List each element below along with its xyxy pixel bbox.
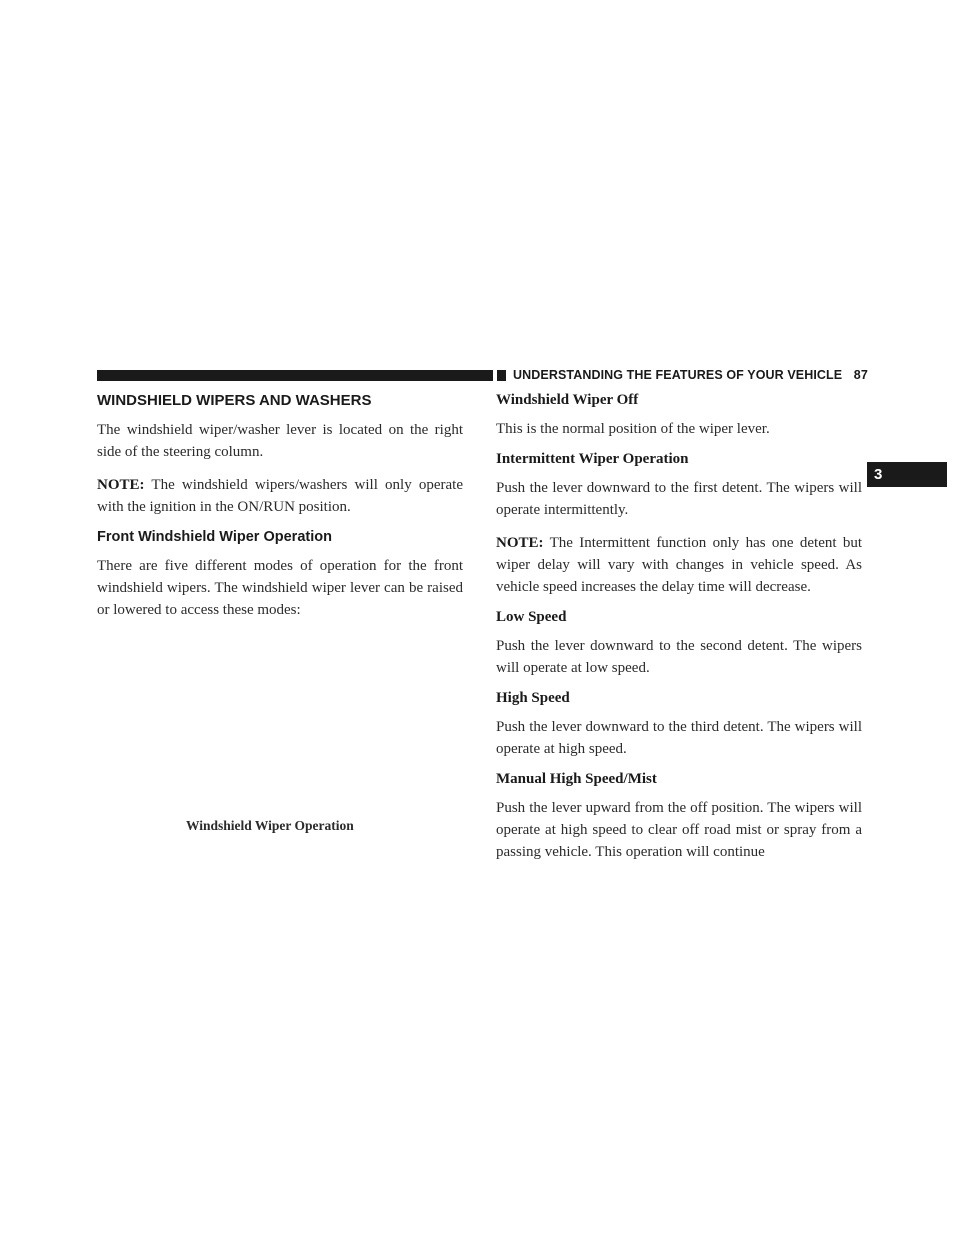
note-label: NOTE: <box>496 535 544 551</box>
low-speed-text: Push the lever downward to the second detent. The wipers will operate at low speed. <box>496 638 862 676</box>
running-head <box>513 368 868 382</box>
intermittent-text: Push the lever downward to the first detent. The wipers will operate intermittently. <box>496 480 862 518</box>
high-speed-title: High Speed <box>496 690 570 706</box>
intro-paragraph: The windshield wiper/washer lever is located on the right side of the steering column. <box>97 422 463 460</box>
mist-title: Manual High Speed/Mist <box>496 771 657 787</box>
low-speed-title: Low Speed <box>496 609 567 625</box>
note-label: NOTE: <box>97 477 145 493</box>
note-text: The Intermittent function only has one detent but wiper delay will vary with changes in vehicle speed. As vehicle speed increases the delay time will decrease. <box>496 535 862 595</box>
wiper-off-title: Windshield Wiper Off <box>496 392 639 408</box>
header-rule <box>97 370 493 381</box>
note-text: The windshield wipers/washers will only operate with the ignition in the ON/RUN position. <box>97 477 464 515</box>
left-column <box>97 392 463 632</box>
high-speed-text: Push the lever downward to the third detent. The wipers will operate at high speed. <box>496 719 862 757</box>
modes-paragraph: There are five different modes of operation for the front windshield wipers. The windshield wiper lever can be raised or lowered to access these modes: <box>97 558 463 618</box>
running-head-title: UNDERSTANDING THE FEATURES OF YOUR VEHICLE <box>513 368 843 382</box>
header-rule-marker <box>497 370 506 381</box>
page-number: 87 <box>853 368 868 382</box>
chapter-tab: 3 <box>867 462 947 487</box>
intermittent-note <box>496 532 862 598</box>
note-paragraph <box>97 474 463 518</box>
right-column <box>496 392 862 874</box>
mist-text: Push the lever upward from the off position. The wipers will operate at high speed to clear off road mist or spray from a passing vehicle. This operation will continue <box>496 800 862 860</box>
figure-caption: Windshield Wiper Operation <box>186 818 354 833</box>
wiper-off-text: This is the normal position of the wiper lever. <box>496 421 770 437</box>
subsection-title: Front Windshield Wiper Operation <box>97 529 332 545</box>
section-title: WINDSHIELD WIPERS AND WASHERS <box>97 392 372 409</box>
intermittent-title: Intermittent Wiper Operation <box>496 451 689 467</box>
